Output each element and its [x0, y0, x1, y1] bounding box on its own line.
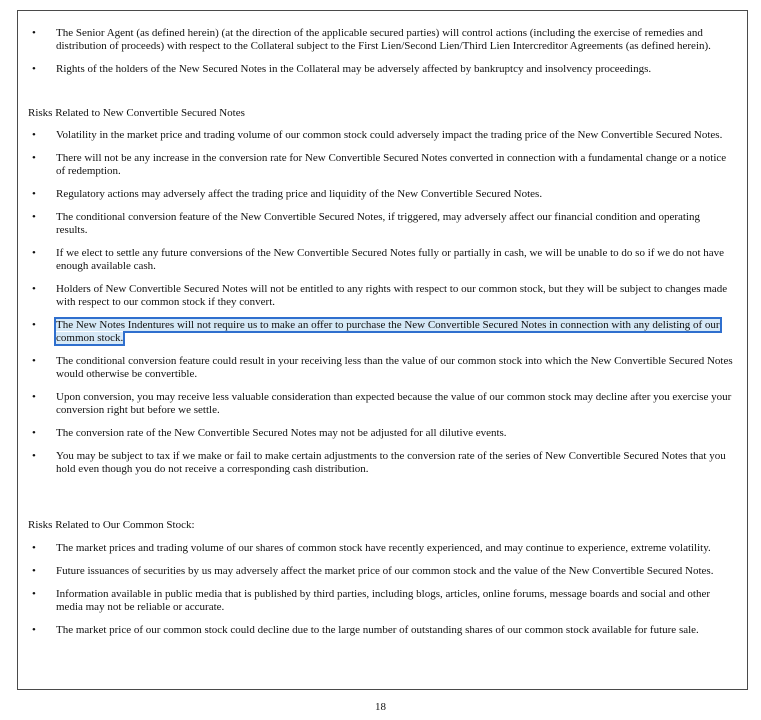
bullet-icon: • — [32, 450, 36, 462]
bullet-icon: • — [32, 129, 36, 141]
list-item — [18, 247, 747, 273]
list-item — [18, 129, 747, 142]
bullet-icon: • — [32, 542, 36, 554]
list-item-text: Regulatory actions may adversely affect the trading price and liquidity of the New Convertible Secured Notes. — [56, 188, 543, 200]
bullet-icon: • — [32, 152, 36, 164]
list-item-text: There will not be any increase in the conversion rate for New Convertible Secured Notes converted in connection with a fundamental change or a notice of redemption. — [56, 152, 727, 177]
section-heading-convertible-notes: Risks Related to New Convertible Secured Notes — [28, 107, 245, 119]
bullet-icon: • — [32, 319, 36, 331]
list-item — [18, 211, 747, 237]
bullet-icon: • — [32, 211, 36, 223]
bullet-icon: • — [32, 427, 36, 439]
document-page — [17, 10, 748, 690]
common-stock-risk-list — [18, 542, 747, 647]
bullet-icon: • — [32, 63, 36, 75]
bullet-icon: • — [32, 283, 36, 295]
bullet-icon: • — [32, 27, 36, 39]
list-item — [18, 588, 747, 614]
list-item-text: Volatility in the market price and trading volume of our common stock could adversely impact the trading price of the New Convertible Secured Notes. — [56, 129, 723, 141]
list-item — [18, 355, 747, 381]
highlighted-text-selection[interactable]: The New Notes Indentures will not require us to make an offer to purchase the New Convertible Secured Notes in connection with any delisting of our common stock. — [56, 319, 720, 344]
list-item-text: The conditional conversion feature of the New Convertible Secured Notes, if triggered, may adversely affect our financial condition and operating results. — [56, 211, 700, 236]
bullet-icon: • — [32, 188, 36, 200]
list-item-text: Upon conversion, you may receive less valuable consideration than expected because the value of our common stock may decline after you exercise your conversion right but before we settle. — [56, 391, 732, 416]
convertible-notes-risk-list — [18, 129, 747, 486]
list-item — [18, 27, 747, 53]
bullet-icon: • — [32, 565, 36, 577]
list-item-text: You may be subject to tax if we make or fail to make certain adjustments to the conversion rate of the series of New Convertible Secured Notes that you hold even though you do not receive a corresponding cash distribution. — [56, 450, 726, 475]
list-item — [18, 152, 747, 178]
list-item — [18, 391, 747, 417]
page-number: 18 — [375, 701, 386, 713]
list-item-text: Future issuances of securities by us may adversely affect the market price of our common stock and the value of the New Convertible Secured Notes. — [56, 565, 714, 577]
section-heading-common-stock: Risks Related to Our Common Stock: — [28, 519, 195, 531]
list-item-text: The market prices and trading volume of our shares of common stock have recently experienced, and may continue to experience, extreme volatility. — [56, 542, 711, 554]
bullet-icon: • — [32, 624, 36, 636]
list-item-text: If we elect to settle any future conversions of the New Convertible Secured Notes fully or partially in cash, we will be unable to do so if we do not have enough available cash. — [56, 247, 725, 272]
list-item-text: The market price of our common stock could decline due to the large number of outstanding shares of our common stock available for future sale. — [56, 624, 699, 636]
list-item — [18, 319, 747, 345]
list-item-text: The Senior Agent (as defined herein) (at the direction of the applicable secured parties) will control actions (including the exercise of remedies and distribution of proceeds) with respect to the Collateral subject to the First Lien/Second Lien/Third Lien Intercreditor Agreements (as defined herein). — [56, 27, 711, 52]
list-item-text: The conversion rate of the New Convertible Secured Notes may not be adjusted for all dilutive events. — [56, 427, 507, 439]
top-risk-list — [18, 27, 747, 86]
bullet-icon: • — [32, 588, 36, 600]
list-item-text: The conditional conversion feature could result in your receiving less than the value of our common stock into which the New Convertible Secured Notes would otherwise be convertible. — [56, 355, 733, 380]
bullet-icon: • — [32, 247, 36, 259]
bullet-icon: • — [32, 355, 36, 367]
list-item-text: Information available in public media that is published by third parties, including blogs, articles, online forums, message boards and social and other media may not be reliable or accurate. — [56, 588, 711, 613]
list-item — [18, 542, 747, 555]
list-item-text: Rights of the holders of the New Secured Notes in the Collateral may be adversely affected by bankruptcy and insolvency proceedings. — [56, 63, 652, 75]
bullet-icon: • — [32, 391, 36, 403]
list-item — [18, 283, 747, 309]
list-item — [18, 188, 747, 201]
list-item — [18, 427, 747, 440]
list-item-text: Holders of New Convertible Secured Notes will not be entitled to any rights with respect to our common stock, but they will be subject to changes made with respect to our common stock if they convert. — [56, 283, 728, 308]
list-item — [18, 63, 747, 76]
list-item — [18, 624, 747, 637]
list-item — [18, 450, 747, 476]
list-item — [18, 565, 747, 578]
